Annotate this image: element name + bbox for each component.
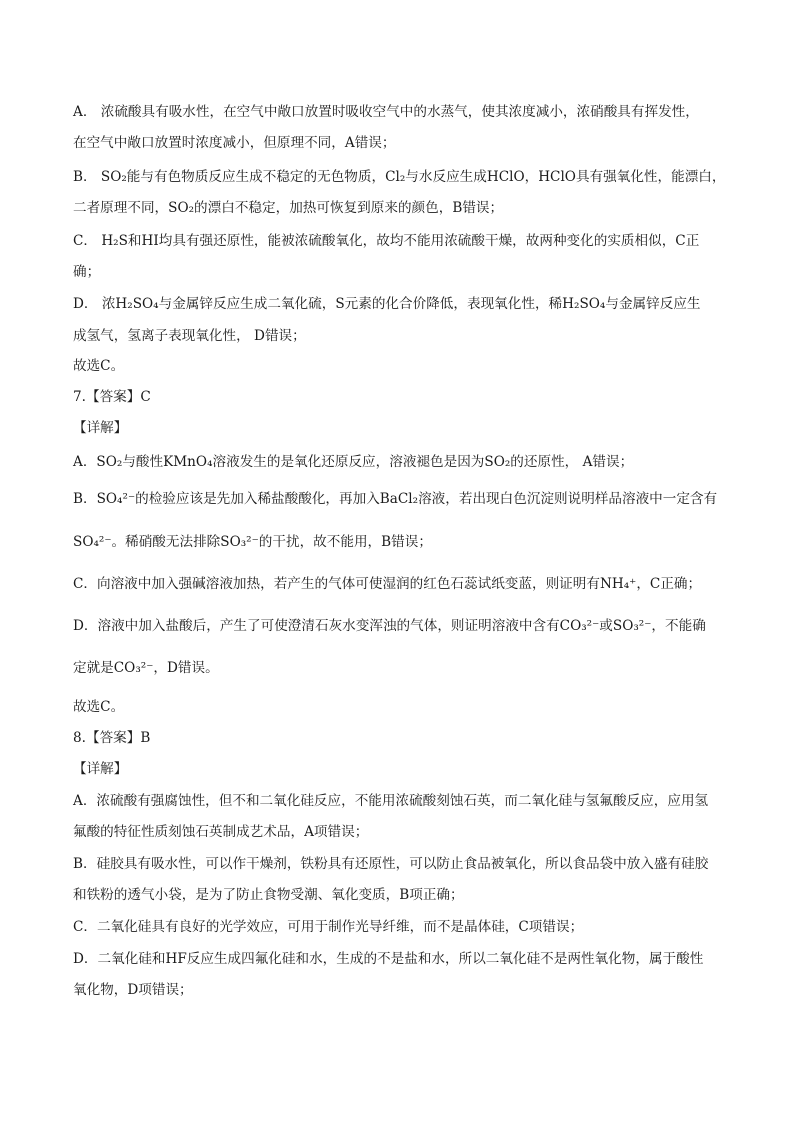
q8-option-a-line-1: A．浓硫酸有强腐蚀性，但不和二氧化硅反应，不能用浓硫酸刻蚀石英，而二氧化硅与氢氟酸反应，应用氢 — [73, 793, 709, 809]
answer-q8: 8.【答案】B — [73, 730, 151, 746]
q8-option-a-line-2: 氟酸的特征性质刻蚀石英制成艺术品，A项错误； — [73, 824, 369, 840]
q8-option-c: C．二氧化硅具有良好的光学效应，可用于制作光导纤维，而不是晶体硅，C项错误； — [73, 919, 584, 935]
q7-option-a: A．SO₂与酸性KMnO₄溶液发生的是氧化还原反应，溶液褪色是因为SO₂的还原性， A错误； — [73, 454, 634, 470]
q8-option-b-line-1: B．硅胶具有吸水性，可以作干燥剂，铁粉具有还原性，可以防止食品被氧化，所以食品袋中放入盛有硅胶 — [73, 856, 709, 872]
option-b-line-2: 二者原理不同，SO₂的漂白不稳定，加热可恢复到原来的颜色，B错误； — [73, 200, 504, 216]
q7-option-b-line-2: SO₄²⁻。稀硝酸无法排除SO₃²⁻的干扰，故不能用，B错误； — [73, 534, 432, 550]
q8-option-d-line-1: D．二氧化硅和HF反应生成四氟化硅和水，生成的不是盐和水，所以二氧化硅不是两性氧化物，属于酸性 — [73, 951, 704, 967]
option-d-line-1: D． 浓H₂SO₄与金属锌反应生成二氧化硫，S元素的化合价降低，表现氧化性，稀H₂SO₄与金属锌反应生 — [73, 296, 701, 312]
option-a-line-2: 在空气中敞口放置时浓度减小，但原理不同，A错误； — [73, 135, 396, 151]
option-c-line-1: C． H₂S和HI均具有强还原性，能被浓硫酸氧化，故均不能用浓硫酸干燥，故两种变化的实质相似，C正 — [73, 233, 700, 249]
q7-option-b-line-1: B．SO₄²⁻的检验应该是先加入稀盐酸酸化，再加入BaCl₂溶液，若出现白色沉淀则说明样品溶液中一定含有 — [73, 491, 718, 507]
detail-heading-q8: 【详解】 — [73, 761, 128, 777]
q7-option-d-line-2: 定就是CO₃²⁻，D错误。 — [73, 660, 219, 676]
q8-option-d-line-2: 氧化物，D项错误； — [73, 982, 193, 998]
detail-heading-q7: 【详解】 — [73, 420, 128, 436]
q8-option-b-line-2: 和铁粉的透气小袋，是为了防止食物受潮、氧化变质，B项正确； — [73, 887, 464, 903]
answer-q7: 7.【答案】C — [73, 389, 151, 405]
q7-option-d-line-1: D．溶液中加入盐酸后，产生了可使澄清石灰水变浑浊的气体，则证明溶液中含有CO₃²⁻或SO₃²⁻，不能确 — [73, 618, 706, 634]
option-c-line-2: 确； — [73, 264, 101, 280]
option-d-line-2: 成氢气，氢离子表现氧化性， D错误； — [73, 328, 306, 344]
conclusion-q7: 故选C。 — [73, 699, 125, 715]
conclusion-q6: 故选C。 — [73, 358, 125, 374]
option-b-line-1: B． SO₂能与有色物质反应生成不稳定的无色物质，Cl₂与水反应生成HClO，HClO具有强氧化性，能漂白， — [73, 169, 726, 185]
option-a-line-1: A． 浓硫酸具有吸水性，在空气中敞口放置时吸收空气中的水蒸气，使其浓度减小，浓硝酸具有挥发性， — [73, 104, 699, 120]
q7-option-c: C．向溶液中加入强碱溶液加热，若产生的气体可使湿润的红色石蕊试纸变蓝，则证明有NH₄⁺，C正确； — [73, 576, 702, 592]
